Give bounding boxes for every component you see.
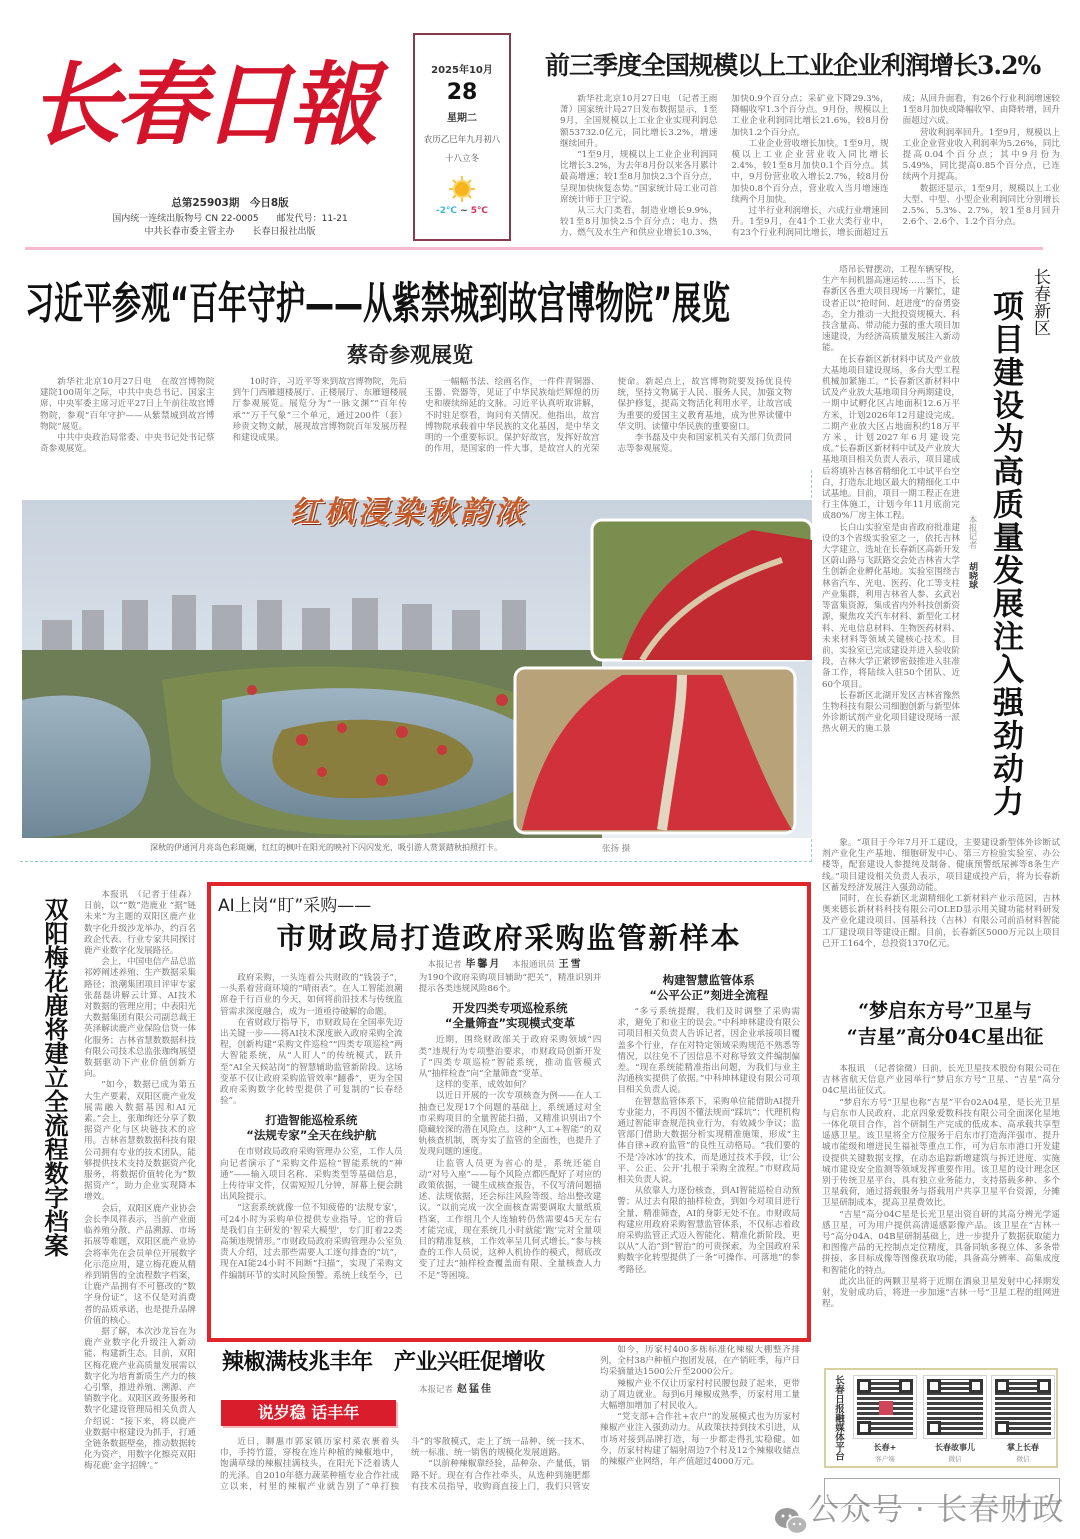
paragraph: 营收利润率回升。1至9月，规模以上工业企业营业收入利润率为5.26%，同比提高0.04个百分点；其中9月份为5.49%，同比提高0.85个百分点，已连续两个月提高。 <box>902 127 1060 183</box>
paragraph: “1至9月，规模以上工业企业利润同比增长3.2%，为去年8月份以来各月累计最高增速；较1至8月加快2.3个百分点，呈现加快恢复态势。”国家统计局工业司首席统计师于卫宁说。 <box>560 150 718 205</box>
photo-title: 红枫浸染秋韵浓 <box>290 495 528 530</box>
paragraph: 从依靠人力逐份核查，到AI智能巡检自动预警；从过去有限的抽样检查，到如今对项目进行全量、精准筛查，AI的身影无处不在。市财政局构建应用政府采购智慧监管体系，不仅标志着政府采购监管正式迈入智能化、精准化新阶段，更以从“人治”到“智治”的可贵探索，为全国政府采购数字化转型提供了一条“可操作、可落地”的参考路径。 <box>617 1186 800 1275</box>
lead-body <box>40 377 792 463</box>
paragraph: “多亏系统提醒，我们及时调整了采购需求，避免了和业主的误会。”中科坤林建设有限公司项目相关负责人告诉记者，因企业承接项目覆盖多个行业，存在对特定领域采购规范不熟悉等情况，以往免不了因信息不对称导致文件编制偏差。“现在系统能精准指出问题，为我们与业主沟通核实提供了依据。”中科坤林建设有限公司项目相关负责人说。 <box>617 1007 800 1096</box>
qr-panel <box>824 1368 1058 1468</box>
main-photo <box>22 500 812 838</box>
publisher: 中共长春市委主管主办 长春日报社出版 <box>144 227 316 237</box>
temp-sep: ~ <box>460 206 468 216</box>
paragraph: 据了解，本次沙龙旨在为鹿产业数字化升级注入新动能、构建新生态。目前，双阳区梅花鹿产业高质量发展需以数字化为培育新质生产力的核心引擎，推进养殖、溯源、产销数字化。双阳区政务服务和数字化建设管理局相关负责人介绍说：“接下来，将以鹿产业数据中枢建设为抓手，打通全链条数据壁垒，推动数据转化为资产，用数字化擦亮双阳梅花鹿‘金字招牌’。” <box>84 1326 196 1472</box>
qr-code[interactable] <box>992 1376 1054 1438</box>
paragraph: “这套系统就像一位不知疲倦的‘法规专家’，可24小时为采购单位提供专业指导。它的背后是我们自主研发的‘智采大模型’，专门盯着22类高频违规情形。”市财政局政府采购管理办公室负责人介绍，过去那些需要人工逐句排查的“坑”，现在AI能24小时不间断“扫描”，实现了采购文件编制环节的实时风险预警。系统上线至今，已为190个政府采购项目辅助“把关”，精准识别并提示各类违规风险86个。 <box>220 973 602 1281</box>
changchun-byline-label: 本报记者 <box>967 515 977 549</box>
wechat-icon <box>773 1506 809 1536</box>
qr-sub: 微信 <box>948 1455 962 1463</box>
paragraph: 在智慧监管体系下，采购单位能借助AI提升专业能力，不再因不懂法规而“踩坑”；代理机构通过智能审查规范执业行为，有效减少争议；监管部门借助大数据分析实现精准施策，形成“主体自律+政府监管”的良性互动格局。“我们要的不是‘冷冰冰’的技术，而是通过技术手段，让‘公平、公正、公开’扎根于采购全流程。”市财政局相关负责人说。 <box>617 1096 800 1186</box>
paragraph: 以近日开展的一次专项核查为例——在人工抽查已发现17个问题的基础上，系统通过对全市采购项目的全量智能扫描，又精准识别出7个隐藏较深的潜在风险点。这种“人工+智能”的双轨核查机制，既夯实了监管的全面性，也提升了发现问题的速度。 <box>418 1091 602 1158</box>
paragraph: 政府采购，一头连着公共财政的“钱袋子”，一头系着营商环境的“晴雨表”。在人工智能浪潮席卷千行百业的今天，如何将前沿技术与传统监管需求深度融合，成为一道亟待破解的命题。 <box>220 973 403 1017</box>
paragraph: 这样的变革，成效如何？ <box>435 1080 531 1091</box>
chili-byline <box>340 1380 580 1395</box>
section-heading: 开发四类专项巡检系统 “全量筛查”实现模式变革 <box>444 1001 576 1031</box>
paragraph: 此次出征的两颗卫星将于近期在酒泉卫星发射中心择期发射，发射成功后，将进一步加速“吉林一号”卫星工程的组网进程。 <box>822 1276 1060 1310</box>
changchun-headline: 项目建设为高质量发展注入强劲动力 <box>987 290 1023 818</box>
logo-text: 长春日報 <box>30 52 374 158</box>
paragraph: 数据还显示，1至9月，规模以上工业大型、中型、小型企业利润同比分别增长2.5%、5.3%、2.7%，较1至8月回升2.6个、2.6个、1.2个百分点。 <box>902 183 1060 228</box>
reporter-label: 本报记者 <box>427 960 462 970</box>
chili-headline: 辣椒满枝兆丰年 产业兴旺促增收 <box>222 1349 545 1375</box>
paragraph: 如今，历家村400多栋标准化辣椒大棚整齐排列，全村38户种植户抱团发展，在产销旺季，每户日均采摘量达1500公斤至2000公斤。 <box>600 1345 800 1378</box>
photo-caption: 深秋的伊通河月亮岛色彩斑斓，红红的枫叶在阳光的映衬下闪闪发光，吸引游人赏景踏秋拍照打卡。 <box>150 843 502 852</box>
paragraph: 工业企业营收增长加快。1至9月，规模以上工业企业营业收入同比增长2.4%，较1至8月加快0.1个百分点。其中，9月份营业收入增长2.7%，较8月份加快0.8个百分点，营业收入当月增速连续两个月加快。 <box>731 138 889 205</box>
chili-body-right <box>600 1345 800 1503</box>
paragraph: 近期，围绕财政部关于政府采购领域“四类”违规行为专项整治要求，市财政局创新开发了“四类专项巡检”智能系统，推动监管模式从“抽样检查”向“全量筛查”变革。 <box>418 1035 602 1080</box>
paragraph: 一幅幅书法、绘画名作，一件件青铜器、玉器、瓷器等，见证了中华民族灿烂辉煌的历史和赓续绵延的文脉。习近平认真听取讲解，不时驻足察看，询问有关情况。他指出，故宫博物院承载着中华民族的文化基因，是中华文明的一个重要标识。保护好故宫，发挥好故宫的作用，是国家的一件大事，是故宫人的光荣使命。新起点上，故宫博物院要发扬优良传统，坚持文物属于人民、服务人民，加强文物保护修复，提高文物活化利用水平，让故宫成为重要的爱国主义教育基地，成为世界读懂中华文明、读懂中华民族的重要窗口。 <box>425 377 792 455</box>
qr-sub: 客户端 <box>875 1455 895 1463</box>
section-heading: 打造智能巡检系统 “法规专家”全天在线护航 <box>246 1113 377 1143</box>
photo-credit: 张扬 摄 <box>602 844 631 854</box>
paragraph: “梦启东方号”卫星也称“吉星”平台02A04星，是长光卫星与启东市人民政府、北京四象爱数科技有限公司全面深化星地一体化项目合作，首个研制生产完成的低成本、高承载共享型遥感卫星。该卫星将全方位服务于启东市打造海洋强市、提升城市能级和增进民生福祉等重点工作，可为启东市港口开发建设提供关键数据支撑，在动态追踪新增建筑与拆迁进度、实施城市建设安全监测等领域发挥重要作用。该卫星的设计理念区别于传统卫星平台，具有独立业务能力，支持搭载多种、多个卫星载荷，通过搭载服务与搭载用户共享卫星平台资源，分摊卫星研制成本，提高卫星费效比。 <box>822 1097 1060 1209</box>
section-heading: 构建智慧监管体系 “公平公正”刻进全流程 <box>649 973 768 1002</box>
paragraph: 新华社北京10月27日电 （记者王雨萧）国家统计局27日发布数据显示，1至9月，全国规模以上工业企业实现利润总额53732.0亿元，同比增长3.2%，增速继续回升。 <box>560 94 718 149</box>
temp-low: -2℃ <box>436 206 457 216</box>
date-year-month: 2025年10月 <box>431 65 493 76</box>
paragraph: 在省财政厅指导下，市财政局在全国率先迈出关键一步——将AI技术深度嵌入政府采购全流程，创新构建“采购文件巡检”“四类专项巡检”两大智能系统，从“人盯人”的传统模式，跃升至“AI全天候站岗”的智慧辅助监管新阶段。这场变革不仅让政府采购监管效率“翻番”，更为全国政府采购数字化转型提供了可复制的“长春经验”。 <box>220 1017 403 1107</box>
divider <box>25 247 1043 250</box>
paragraph: 10时许，习近平等来到故宫博物院，先后到午门西雁翅楼展厅、正楼展厅、东雁翅楼展厅参观展览。展览分为“一脉文渊”“百年传承”“万千气象”三个单元，通过200件（套）珍贵文物文献，展现故宫博物院百年发展历程和建设成果。 <box>232 377 407 444</box>
watermark-text: 公众号 · 长春财政 <box>808 1492 1065 1528</box>
qr-label: 长春故事儿 <box>935 1443 975 1452</box>
top-story-headline: 前三季度全国规模以上工业企业利润增长3.2% <box>545 51 1041 80</box>
changchun-byline-name: 胡晓球 <box>967 562 977 589</box>
date-weekday: 星期二 <box>447 113 477 124</box>
paragraph: 新华社北京10月27日电 在故宫博物院建院100周年之际，中共中央总书记、国家主席、中央军委主席习近平27日上午前往故宫博物院，参观“百年守护——从紫禁城到故宫博物院”展览。 <box>40 377 215 432</box>
paragraph: “党支部+合作社+农户”的发展模式也为历家村辣椒产业注入强劲动力。从政策扶持到技术引进，从市场对接到品牌打造，每一步都走得扎实稳健。如今，历家村构建了辐射周边7个村及12个辣椒收储点的辣椒产业网络，年产值超过4000万元。 <box>600 1412 800 1468</box>
date-day: 28 <box>446 80 478 105</box>
paragraph: 中共中央政治局常委、中央书记处书记蔡奇参观展览。 <box>40 433 215 455</box>
reporter-name: 赵猛佳 <box>457 1384 493 1395</box>
qr-code[interactable] <box>924 1376 986 1438</box>
paragraph: 在市财政局政府采购管理办公室，工作人员向记者演示了“采购文件巡检”智能系统的“神通”——输入项目名称、采购类型等基础信息，上传待审文件，仅需短短几分钟，屏幕上便会跳出风险提示。 <box>220 1147 403 1203</box>
paragraph: 会上，中国电信产品总监祁婷阐述养殖、生产数据采集路径；浪潮集团项目评审专家张磊磊讲解云计算、AI技术对数据的管理应用；中表阳光大数据集团有限公司副总裁王英泽解读鹿产业保险信贷一体化服务；吉林省慧数数据科技有限公司技术总监张珈绚展望数据驱动下产业价值创新方向。 <box>84 957 196 1080</box>
paragraph: 本报讯 （记者于佳森）日前，以““数”造鹿业 “据”链未来”为主题的双阳区鹿产业数字化升级沙龙举办，约百名政企代表、行业专家共同探讨鹿产业数字化发展路径。 <box>84 890 196 957</box>
lunar-date: 农历乙巳年九月初八 <box>423 135 501 145</box>
satellite-body <box>822 1064 1060 1354</box>
reporter-label: 本报记者 <box>418 1385 453 1395</box>
paragraph: 会后，双阳区鹿产业协会会长李凤祥表示，当前产业面临养殖分散、产品溯源、市场拓展等难题，双阳区鹿产业协会将率先在会员单位开展数字化示范应用，建立梅花鹿从精养到销售的全流程数字档案，让鹿产品拥有不可篡改的“数字身份证”，这不仅是对消费者的品质承诺，也是提升品牌价值的核心。 <box>84 1203 196 1326</box>
chili-body-left <box>220 1437 590 1503</box>
paragraph: 让监管人员更为省心的是，系统还能自动“对号入座”——每个风险点都匹配好了对应的政策依据，一键生成核查报告，不仅写清问题描述、法规依据，还会标注风险等级、给出整改建议。“以前完成一次全面核查需要调取大量纸质档案，工作组几个人连轴转仍然需要45天左右才能完成，现在系统几小时就能‘跑’完对全量项目的精准复核，工作效率呈几何式增长。”参与核查的工作人员说，这种人机协作的模式，彻底改变了过去“抽样检查覆盖面有限、全量核查人力不足”等困境。 <box>418 1158 602 1281</box>
qr-label: 长春+ <box>873 1443 897 1452</box>
issue-number: 总第25903期 今日8版 <box>171 197 289 209</box>
correspondent-label: 本报通讯员 <box>512 960 555 970</box>
paragraph: “如今，数据已成为第五大生产要素，双阳区鹿产业发展需融入数据基因和AI元素。”会上，张珈绚还分享了数据资产化与区块链技术的应用。吉林省慧数数据科技有限公司拥有专业的技术团队，能够提供技术支持及数据资产化服务，将数据价值转化为“数据资产”，助力企业实现降本增效。 <box>84 1080 196 1203</box>
paragraph: 塔吊长臂摆动，工程车辆穿梭，生产车间机器高速运转……当下，长春新区各重大项目现场一片繁忙，建设者正以“抢时间、赶进度”的奋勇姿态，全力推动一大批投资规模大、科技含量高、带动能力强的重大项目加速建设，为经济高质量发展注入新动能。 <box>822 265 960 354</box>
qr-code[interactable] <box>854 1376 916 1438</box>
paragraph: 李书磊及中央和国家机关有关部门负责同志等参观展览。 <box>617 433 792 455</box>
paragraph: 长春新区北湖开发区吉林省豫然生物科技有限公司细胞创新与新型体外诊断试剂产业化项目建设现场一派热火朝天的施工景 <box>822 690 960 735</box>
reporter-name: 毕馨月 <box>465 959 502 970</box>
temperature <box>415 206 509 216</box>
satellite-headline: “梦启东方号”卫星与 “吉星”高分04C星出征 <box>846 1000 1044 1048</box>
qr-panel-title: 长春日报融媒体平台 <box>833 1375 844 1461</box>
lead-headline: 习近平参观“百年守护——从紫禁城到故宫博物院”展览 <box>25 278 731 329</box>
lead-subheadline: 蔡奇参观展览 <box>347 343 473 367</box>
top-story-body <box>560 94 1060 242</box>
date-box <box>413 33 511 241</box>
ai-headline: 市财政局打造政府采购监管新样本 <box>276 921 742 955</box>
shuangyang-headline: 双阳梅花鹿将建立全流程数字档案 <box>40 897 69 1257</box>
cn-number: 国内统一连续出版物号 CN 22-0005 邮发代号：11-21 <box>112 214 348 224</box>
sun-icon <box>449 176 475 202</box>
correspondent-name: 王雪 <box>558 959 583 970</box>
paragraph: “吉星”高分04C星是长光卫星出资自研的其高分辨光学遥感卫星，可为用户提供高清遥感影像产品。该卫星在“吉林一号”高分04A、04B星研制基础上，进一步提升了数据获取能力和图像产品的无控制点定位精度，具备同轨多视立体、多条带拼接、多目标成像等图像获取功能，具备高分辨率、高集成度和智能化的特点。 <box>822 1209 1060 1276</box>
paragraph: 象。“项目于今年7月开工建设，主要建设新型体外诊断试剂产业化生产基地、细胞研发中心、第三方检验实验室、办公楼等，配套建设人参提纯及制备、健康预警纸尿裤等8条生产线。”项目建设相关负责人表示，项目建成投产后，将为长春新区蓄发经济发展注入强劲动能。 <box>822 838 1060 893</box>
qr-sub: 微信 <box>1016 1455 1030 1463</box>
ai-byline <box>207 955 811 970</box>
temp-high: 5℃ <box>470 206 488 216</box>
paragraph: “以前种辣椒靠经验，品种杂、产量低，销路不好。现在有合作社牵头，从选种到施肥都有技术员指导，收购商直接上门，我们只管安 <box>411 1459 590 1492</box>
shuangyang-body <box>84 890 196 1500</box>
issue-info <box>60 195 400 239</box>
ai-body <box>220 973 800 1331</box>
changchun-body-narrow <box>822 265 960 833</box>
paragraph: 过半行业利润增长，六成行业增速回升。1至9月，在41个工业大类行业中，有23个行业利润同比增长，增长面超过五成；从回升面看，有26个行业利润增速较1至8月加快或降幅收窄、由降转增，回升面超过六成。 <box>731 94 1060 239</box>
ai-kicker: AI上岗“盯”采购—— <box>218 896 372 916</box>
solar-term: 十八立冬 <box>444 154 479 164</box>
changchun-body-wide <box>822 838 1060 984</box>
column-banner: 说岁稳 话丰年 <box>221 1400 396 1426</box>
paragraph: 同时，在长春新区北湖精细化工新材料产业示范园，吉林奥来德长新材料科技有限公司OLED显示用关键功能材料研发及产业化建设项目、国基科技（吉林）有限公司前沿材料智能工厂建设项目等建设正酣。目前，长春新区5000万元以上项目已开工164个，总投资1370亿元。 <box>822 894 1060 949</box>
masthead-logo <box>30 30 405 180</box>
changchun-kicker: 长春新区 <box>1030 268 1050 336</box>
paragraph: 从三大门类看，制造业增长9.9%，较1至8月加快2.5个百分点；电力、热力、燃气及水生产和供应业增长10.3%，加快0.9个百分点；采矿业下降29.3%，降幅收窄1.3个百分点。9月份，规模以上工业企业利润同比增长21.6%，较8月份加快1.2个百分点。 <box>560 94 889 239</box>
qr-label: 掌上长春 <box>1007 1443 1039 1452</box>
paragraph: 本报讯 （记者徐微）日前，长光卫星技术股份有限公司在吉林省航天信息产业园举行“梦启东方号”卫星、“吉星”高分04C星出征仪式。 <box>822 1064 1060 1097</box>
paragraph: 辣椒产业不仅让历家村村民腰包鼓了起来，更带动了周边就业。每到6月辣椒成熟季，历家村用工量大幅增加增加了村民收入。 <box>600 1378 800 1412</box>
paragraph: 近日，聊惠市郭家镇历家村菜农裹着头巾，手挎竹篮，穿梭在连片种植的辣椒地中，饱满草绿的辣椒挂满枝头，在阳光下泛着诱人的光泽。自2010年德力蔬菜种植专业合作社成立以来，村里的辣椒产业就告别了“单打独斗”的零散模式，走上了统一品种、统一技术、统一标准、统一销售的规模化发展道路。 <box>220 1437 590 1492</box>
paragraph: 在长春新区新材料中试及产业放大基地项目建设现场，多台大型工程机械加紧施工。“长春新区新材料中试及产业放大基地项目分两期建设，一期中试孵化区占地面积12.6万平方米，计划2026年12月建设完成。二期产业放大区占地面积约18万平方米，计划2027年6月建设完成。”长春新区新材料中试及产业放大基地项目相关负责人表示，项目建成后将填补吉林省精细化工中试平台空白，打造东北地区最大的精细化工中试基地。目前，项目一期工程正在进行主体施工，计划今年11月底前完成80%厂房主体工程。 <box>822 354 960 522</box>
paragraph: 长白山实验室是由省政府批准建设的3个省级实验室之一，依托吉林大学建立，选址在长春新区高新开发区蔚山路与飞跃路交会处吉林省大学生创新企业孵化基地。实验室围绕吉林省汽车、光电、医药、化工等支柱产业集群，利用吉林省人参、玄武岩等富集资源，集成省内外科技创新资源，聚焦攻关汽车材料、新型化工材料、光电信息材料、生物医药材料、未来材料等领域关键核心技术。目前，实验室已完成建设并进入验收阶段，吉林大学正紧锣密鼓推进入驻准备工作，将陆续入驻50个团队、近60个项目。 <box>822 522 960 690</box>
